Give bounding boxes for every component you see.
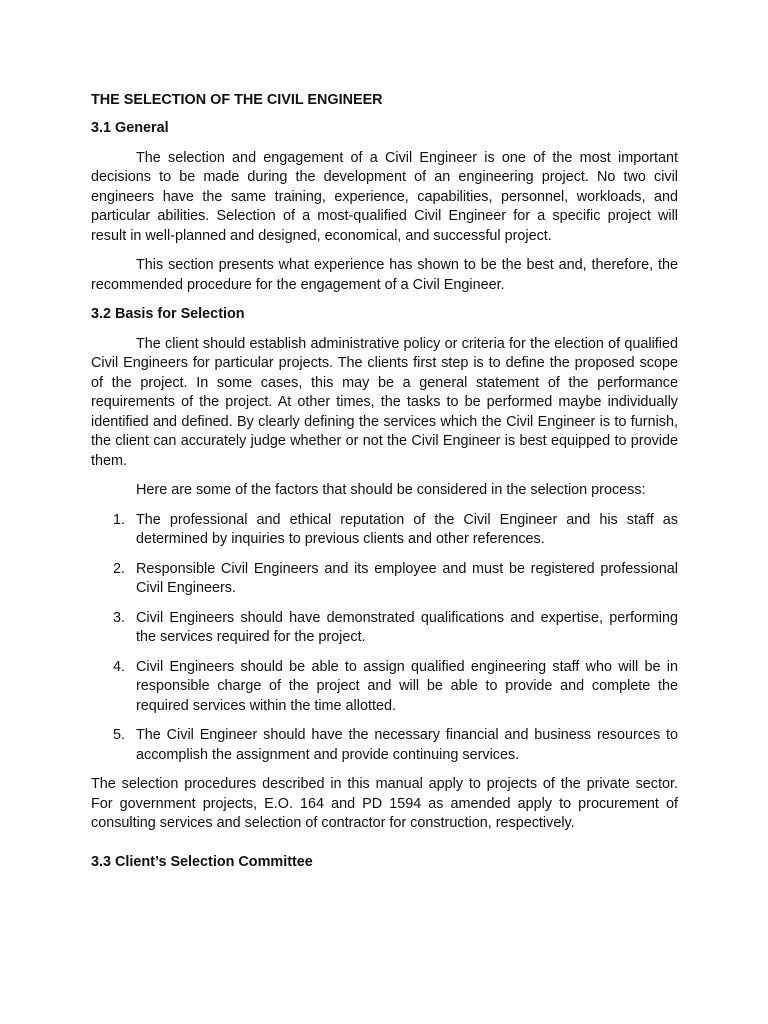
closing-paragraph: The selection procedures described in this manual apply to projects of the private sector. For government projects, E.O. 164 and PD 1594 as amended apply to procurement of consulting services and selection of contractor for construction, respectively.	[91, 776, 678, 831]
list-item-number: 5.	[113, 727, 126, 743]
paragraph: The client should establish administrative policy or criteria for the election of qualified Civil Engineers for particular projects. The clients first step is to define the proposed scope of the project. In some cases, this may be a general statement of the performance requirements of the project. At other times, the tasks to be performed maybe individually identified and defined. By clearly defining the services which the Civil Engineer is to furnish, the client can accurately judge whether or not the Civil Engineer is best equipped to provide them.	[91, 335, 678, 469]
list-item-text: The Civil Engineer should have the necessary financial and business resources to accomplish the assignment and provide continuing services.	[136, 727, 678, 763]
list-item-number: 2.	[113, 560, 126, 577]
section-heading-selection-committee: 3.3 Client’s Selection Committee	[91, 853, 313, 870]
list-item-text: Civil Engineers should have demonstrated qualifications and expertise, performing the services required for the project.	[136, 609, 678, 645]
list-item	[91, 609, 678, 648]
list-item	[91, 658, 678, 717]
paragraph: This section presents what experience has shown to be the best and, therefore, the recommended procedure for the engagement of a Civil Engineer.	[91, 257, 678, 293]
document-title: THE SELECTION OF THE CIVIL ENGINEER	[91, 92, 383, 108]
list-item	[91, 560, 678, 599]
section-heading-basis-for-selection: 3.2 Basis for Selection	[91, 306, 245, 322]
list-item-number: 4.	[113, 658, 126, 675]
paragraph: Here are some of the factors that should be considered in the selection process:	[136, 482, 646, 498]
section-heading-general: 3.1 General	[91, 120, 169, 136]
list-item-text: Responsible Civil Engineers and its employee and must be registered professional Civil Engineers.	[136, 560, 678, 596]
list-item-number: 1.	[113, 511, 126, 528]
selection-factors-list	[91, 511, 678, 766]
list-item	[91, 511, 678, 550]
list-item-text: Civil Engineers should be able to assign qualified engineering staff who will be in responsible charge of the project and will be able to provide and complete the required services within the time allotted.	[136, 658, 678, 714]
document-page	[91, 90, 678, 882]
list-item-number: 3.	[113, 609, 126, 626]
list-item-text: The professional and ethical reputation of the Civil Engineer and his staff as determined by inquiries to previous clients and other references.	[136, 511, 678, 547]
paragraph: The selection and engagement of a Civil Engineer is one of the most important decisions to be made during the development of an engineering project. No two civil engineers have the same training, experience, capabilities, personnel, workloads, and particular abilities. Selection of a most-qualified Civil Engineer for a specific project will result in well-planned and designed, economical, and successful project.	[91, 149, 678, 244]
list-item	[91, 726, 678, 765]
